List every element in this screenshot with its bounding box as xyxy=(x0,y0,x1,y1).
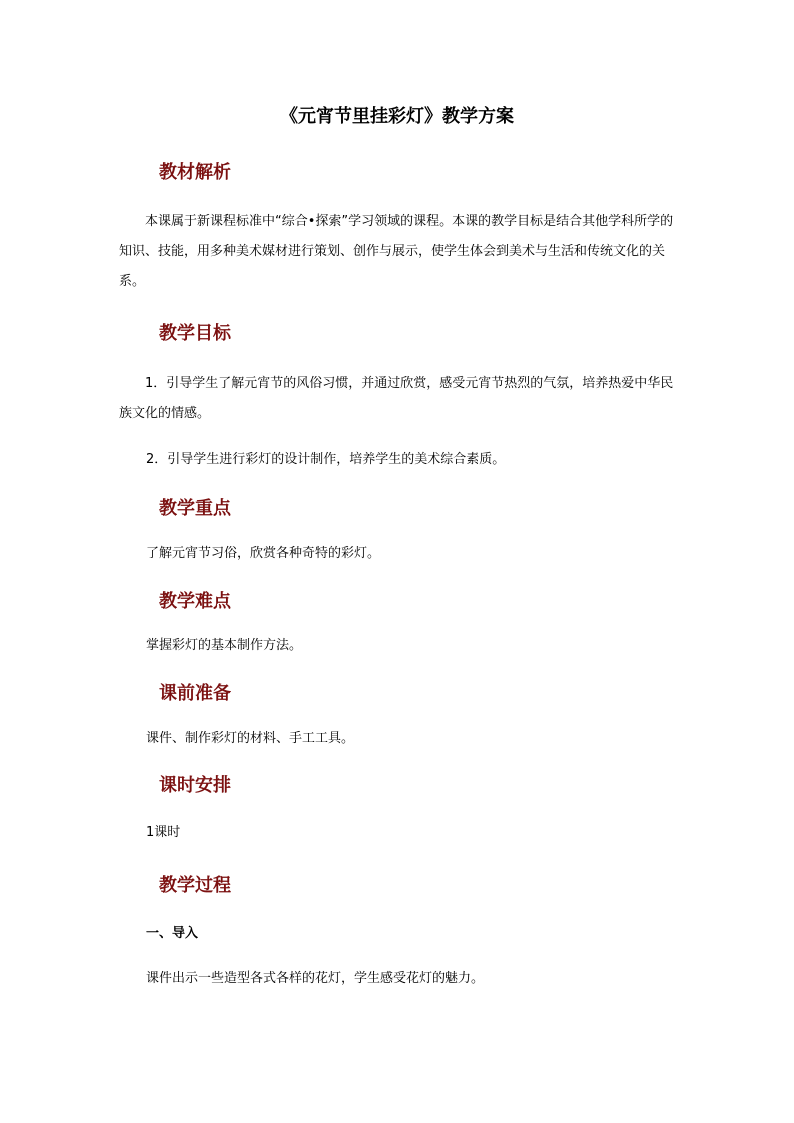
heading-key-points: 教学重点 xyxy=(159,498,231,519)
heading-objectives: 教学目标 xyxy=(159,323,231,344)
objective-item-1: 1．引导学生了解元宵节的风俗习惯，并通过欣赏，感受元宵节热烈的气氛，培养热爱中华民族文化的情感。 xyxy=(119,376,674,421)
heading-process: 教学过程 xyxy=(159,875,231,896)
difficulties-text: 掌握彩灯的基本制作方法。 xyxy=(146,638,303,653)
document-title: 《元宵节里挂彩灯》教学方案 xyxy=(280,106,514,127)
analysis-paragraph: 本课属于新课程标准中“综合•探索”学习领域的课程。本课的教学目标是结合其他学科所学的知识、技能，用多种美术媒材进行策划、创作与展示，使学生体会到美术与生活和传统文化的关系。 xyxy=(119,214,674,289)
objective-item-2: 2．引导学生进行彩灯的设计制作，培养学生的美术综合素质。 xyxy=(146,452,506,467)
key-points-text: 了解元宵节习俗，欣赏各种奇特的彩灯。 xyxy=(146,546,381,561)
schedule-text: 1课时 xyxy=(146,825,181,840)
process-step-1-title: 一、导入 xyxy=(146,926,199,941)
heading-analysis: 教材解析 xyxy=(159,162,231,183)
heading-preparation: 课前准备 xyxy=(159,683,231,704)
preparation-text: 课件、制作彩灯的材料、手工工具。 xyxy=(146,731,355,746)
heading-schedule: 课时安排 xyxy=(159,775,231,796)
process-step-1-text: 课件出示一些造型各式各样的花灯，学生感受花灯的魅力。 xyxy=(146,971,485,986)
heading-difficulties: 教学难点 xyxy=(159,591,231,612)
